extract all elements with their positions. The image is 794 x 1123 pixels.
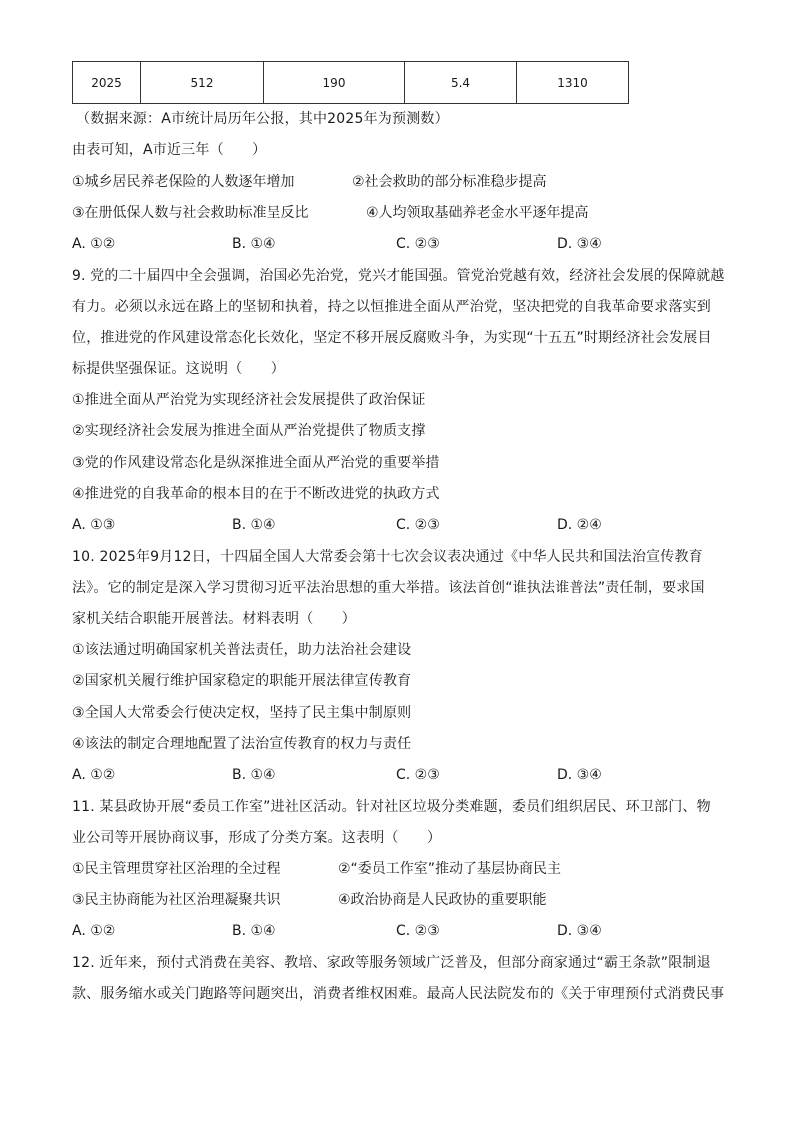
q8-statement-1: ①城乡居民养老保险的人数逐年增加 <box>72 174 295 190</box>
table-row <box>73 62 629 104</box>
statistics-table-row <box>72 61 629 104</box>
q11-stem-line-1: 11. 某县政协开展“委员工作室”进社区活动。针对社区垃圾分类难题，委员们组织居民、环卫部门、物 <box>72 799 711 815</box>
q10-stem-line-3: 家机关结合职能开展普法。材料表明（ ） <box>72 611 356 627</box>
q10-stem-line-2: 法》。它的制定是深入学习贯彻习近平法治思想的重大举措。该法首创“谁执法谁普法”责任制，要求国 <box>72 580 705 596</box>
q10-statement-2: ②国家机关履行维护国家稳定的职能开展法律宣传教育 <box>72 673 412 689</box>
q9-option-d: D. ②④ <box>557 517 602 533</box>
data-source-note: （数据来源：A市统计局历年公报，其中2025年为预测数） <box>76 111 449 127</box>
q11-stem-line-2: 业公司等开展协商议事，形成了分类方案。这表明（ ） <box>72 830 442 846</box>
q9-option-b: B. ①④ <box>232 517 276 533</box>
q11-statement-1: ①民主管理贯穿社区治理的全过程 <box>72 861 281 877</box>
q8-option-c: C. ②③ <box>396 236 440 252</box>
q8-stem: 由表可知，A市近三年（ ） <box>72 142 267 158</box>
q8-statement-3: ③在册低保人数与社会救助标准呈反比 <box>72 205 309 221</box>
q8-option-d: D. ③④ <box>557 236 602 252</box>
q8-statement-4: ④人均领取基础养老金水平逐年提高 <box>366 205 589 221</box>
q12-stem-line-1: 12. 近年来，预付式消费在美容、教培、家政等服务领域广泛普及，但部分商家通过“霸王条款”限制退 <box>72 955 711 971</box>
q10-option-b: B. ①④ <box>232 767 276 783</box>
q11-statement-4: ④政治协商是人民政协的重要职能 <box>338 892 547 908</box>
table-cell: 5.4 <box>405 62 517 104</box>
q10-stem-line-1: 10. 2025年9月12日，十四届全国人大常委会第十七次会议表决通过《中华人民共和国法治宣传教育 <box>72 549 703 565</box>
q11-statement-3: ③民主协商能为社区治理凝聚共识 <box>72 892 281 908</box>
q9-statement-1: ①推进全面从严治党为实现经济社会发展提供了政治保证 <box>72 392 426 408</box>
table-cell-year: 2025 <box>73 62 141 104</box>
q11-option-a: A. ①② <box>72 923 116 939</box>
q9-stem-line-3: 位，推进党的作风建设常态化长效化，坚定不移开展反腐败斗争，为实现“十五五”时期经济社会发展目 <box>72 330 712 346</box>
table-cell: 190 <box>264 62 405 104</box>
q9-stem-line-4: 标提供坚强保证。这说明（ ） <box>72 361 285 377</box>
q11-statement-2: ②“委员工作室”推动了基层协商民主 <box>338 861 562 877</box>
q10-option-a: A. ①② <box>72 767 116 783</box>
q10-option-d: D. ③④ <box>557 767 602 783</box>
q9-option-c: C. ②③ <box>396 517 440 533</box>
q8-statement-2: ②社会救助的部分标准稳步提高 <box>352 174 547 190</box>
q11-option-d: D. ③④ <box>557 923 602 939</box>
table-cell: 1310 <box>517 62 629 104</box>
q9-statement-3: ③党的作风建设常态化是纵深推进全面从严治党的重要举措 <box>72 455 440 471</box>
table-cell: 512 <box>141 62 264 104</box>
q10-statement-4: ④该法的制定合理地配置了法治宣传教育的权力与责任 <box>72 736 412 752</box>
q11-option-b: B. ①④ <box>232 923 276 939</box>
q10-option-c: C. ②③ <box>396 767 440 783</box>
q12-stem-line-2: 款、服务缩水或关门跑路等问题突出，消费者维权困难。最高人民法院发布的《关于审理预付式消费民事 <box>72 986 725 1002</box>
q8-option-b: B. ①④ <box>232 236 276 252</box>
q9-stem-line-1: 9. 党的二十届四中全会强调，治国必先治党，党兴才能国强。管党治党越有效，经济社会发展的保障就越 <box>72 268 725 284</box>
q8-option-a: A. ①② <box>72 236 116 252</box>
q10-statement-1: ①该法通过明确国家机关普法责任，助力法治社会建设 <box>72 642 412 658</box>
q9-option-a: A. ①③ <box>72 517 116 533</box>
q11-option-c: C. ②③ <box>396 923 440 939</box>
q9-statement-2: ②实现经济社会发展为推进全面从严治党提供了物质支撑 <box>72 423 426 439</box>
q10-statement-3: ③全国人大常委会行使决定权，坚持了民主集中制原则 <box>72 705 412 721</box>
q9-stem-line-2: 有力。必须以永远在路上的坚韧和执着，持之以恒推进全面从严治党，坚决把党的自我革命要求落实到 <box>72 299 711 315</box>
q9-statement-4: ④推进党的自我革命的根本目的在于不断改进党的执政方式 <box>72 486 440 502</box>
